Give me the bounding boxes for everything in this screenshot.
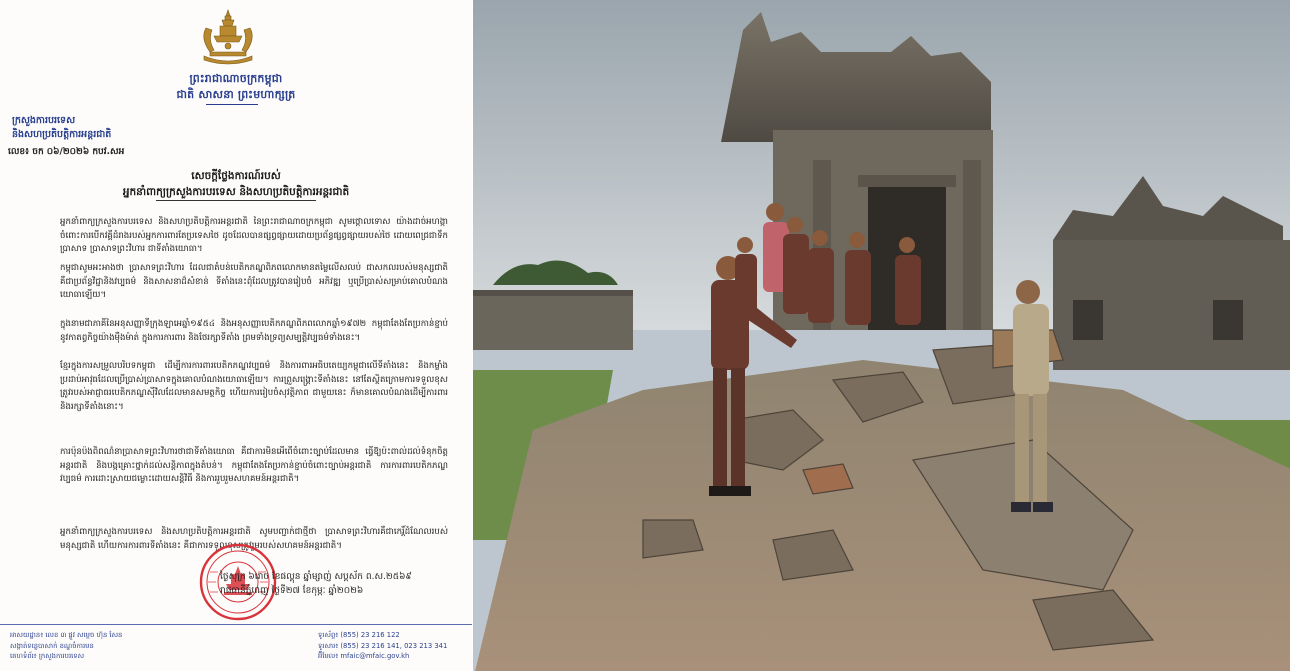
paragraph-text: ក្នុងនាមជាភាគីនៃអនុសញ្ញាទីក្រុងឡាអេឆ្នាំ១៩៥៤ និងអនុសញ្ញាបេតិកភណ្ឌពិភពលោកឆ្នាំ១៩៧២ កម្ពុជាតែងតែប្រកាន់ខ្ជាប់នូវកាតព្វកិច្ចយ៉ាងម៉ឺងម៉ាត់ ក្នុងការការពារ និងថែរក្សាទីតាំង ព្រមទាំងទ្រព្យសម្បត្តិវប្បធម៌ទាំងនេះ។ xyxy=(60,319,448,343)
title-underline xyxy=(156,200,316,201)
paragraph-text: អ្នកនាំពាក្យក្រសួងការបរទេស និងសហប្រតិបត្តិការអន្តរជាតិ សូមបញ្ជាក់ជាថ្មីថា ប្រាសាទព្រះវិហារគឺជាកេរ្តិ៍ដំណែលរបស់មនុស្សជាតិ ហើយការការពារទីតាំងនេះ គឺជាការទទួលខុសត្រូវរួមរបស់សហគមន៍អន្តរជាតិ។ xyxy=(60,527,448,551)
paragraph-1 xyxy=(60,216,448,257)
paragraph-text: ខ្មែរក្នុងការសម្រួលបរិបទកម្ពុជា ដើម្បីការការពារបេតិកភណ្ឌវប្បធម៌ និងការពារអធិបតេយ្យកម្ពុជាលើទីតាំងនេះ និងកម្លាំងប្រដាប់អាវុធដែលប្រើប្រាស់ប្រាសាទក្នុងគោលបំណងយោធាឡើយ។ ការព្រួសង្គ្រោះទីតាំងនេះ នៅតែស្ថិតក្រោមការទទួលខុសត្រូវរបស់អាជ្ញាធរបេតិកភណ្ឌស៊ីវិលដែលមានសមត្ថកិច្ច ហើយការរៀបចំសុវត្ថិភាព ជាមួយនេះ ក៏មានគោលបំណងដើម្បីការពារ និងរក្សាទីតាំងនោះ។ xyxy=(60,361,448,412)
temple-photo-illustration xyxy=(473,0,1290,671)
footer-contact xyxy=(318,630,468,662)
footer-line: ទូរស័ព្ទ៖ (855) 23 216 122 xyxy=(318,631,400,639)
left-gallery-wall xyxy=(473,290,633,350)
footer-line: ទូរសារ៖ (855) 23 216 141, 023 213 341 xyxy=(318,641,448,650)
paragraph-5 xyxy=(60,446,448,487)
statement-subtitle: អ្នកនាំពាក្យក្រសួងការបរទេស និងសហប្រតិបត្តិការអន្តរជាតិ xyxy=(122,186,350,198)
ministry-name-line-1: ក្រសួងការបរទេស xyxy=(12,115,76,126)
document-footer xyxy=(0,624,472,671)
temple-ruins-photo xyxy=(473,0,1290,671)
kingdom-title: ព្រះរាជាណាចក្រកម្ពុជា xyxy=(189,72,283,85)
royal-emblem-icon xyxy=(196,8,260,68)
signature-date-block xyxy=(220,570,460,598)
paragraph-3 xyxy=(60,318,448,345)
statement-title: សេចក្តីថ្លែងការណ៍របស់ xyxy=(191,170,281,182)
reference-number: លេខ៖ ចក ០៦/២០២៦ កបវ.សអ xyxy=(8,147,125,157)
statement-document xyxy=(0,0,472,671)
solar-date: រាជធានីភ្នំពេញ ថ្ងៃទី២៧ ខែកុម្ភៈ ឆ្នាំ២០២៦ xyxy=(220,586,364,596)
footer-line: អ៊ីមែល៖ mfaic@mfaic.gov.kh xyxy=(318,652,410,660)
paragraph-text: អ្នកនាំពាក្យក្រសួងការបរទេស និងសហប្រតិបត្តិការអន្តរជាតិ នៃព្រះរាជាណាចក្រកម្ពុជា សូមថ្កោលទោស យ៉ាងដាច់អហង្កាចំពោះការបើកវគ្គីដំរាងរបស់អ្នកការពារតែប្រទេសថៃ ដូចដែលបានផ្សព្វផ្សាយដោយប្រព័ន្ធផ្សព្វផ្សាយរបស់ថៃ ដោយពេជ្រជាទឹកប្រាសាទ ប្រាសាទព្រះវិហារ ជាទីតាំងយោធា។ xyxy=(60,217,448,255)
title-divider xyxy=(206,104,258,107)
paragraph-text: កម្ពុជាសូមអះអាងថា ប្រាសាទព្រះវិហារ ដែលជាតំបន់បេតិកភណ្ឌពិភពលោកមានតម្លៃលើសលប់ ជាសកលរបស់មនុស្សជាតិ គឺជាប្រព័ន្ធវិជ្ជានិងវប្បធម៌ និងសាសនាដ៏សំខាន់ ទីតាំងនេះពុំដែលត្រូវបានរៀបចំ អភិវឌ្ឍ ឬប្រើប្រាស់សម្រាប់គោលបំណងយោធាឡើយ។ xyxy=(60,263,448,301)
kingdom-motto: ជាតិ សាសនា ព្រះមហាក្សត្រ xyxy=(176,88,296,101)
ministry-name-line-2: និងសហប្រតិបត្តិការអន្តរជាតិ xyxy=(12,129,112,140)
footer-line: គេហទំព័រ៖ ក្រសួងការបរទេស xyxy=(10,652,85,660)
paragraph-text: ការប៉ុនប៉ងពិពណ៌នាប្រាសាទព្រះវិហារថាជាទីតាំងយោធា គឺជាការមិនអើពើចំពោះច្បាប់ដែលមាន ធ្វើឱ្យប៉ះពាល់ដល់ទំនុកចិត្តអន្តរជាតិ និងបង្កគ្រោះថ្នាក់ដល់សន្តិភាពក្នុងតំបន់។ កម្ពុជាតែងតែប្រកាន់ខ្ជាប់ចំពោះច្បាប់អន្តរជាតិ ការការពារបេតិកភណ្ឌវប្បធម៌ ការដោះស្រាយជម្លោះដោយសន្តិវិធី និងការរួបរួមសហគមន៍អន្តរជាតិ។ xyxy=(60,447,448,485)
footer-address xyxy=(10,630,260,662)
footer-line: អាសយដ្ឋាន៖ លេខ ៣ ផ្លូវ សម្តេច ហ៊ុន សែន xyxy=(10,631,123,639)
footer-line: សង្កាត់ទន្លេបាសាក់ ខណ្ឌចំការមន xyxy=(10,641,94,650)
paragraph-4 xyxy=(60,360,448,414)
paragraph-2 xyxy=(60,262,448,303)
lunar-date: ថ្ងៃសុក្រ ៦រោច ខែផល្គុន ឆ្នាំម្សាញ់ សប្តស័ក ព.ស.២៥៦៩ xyxy=(220,572,412,582)
